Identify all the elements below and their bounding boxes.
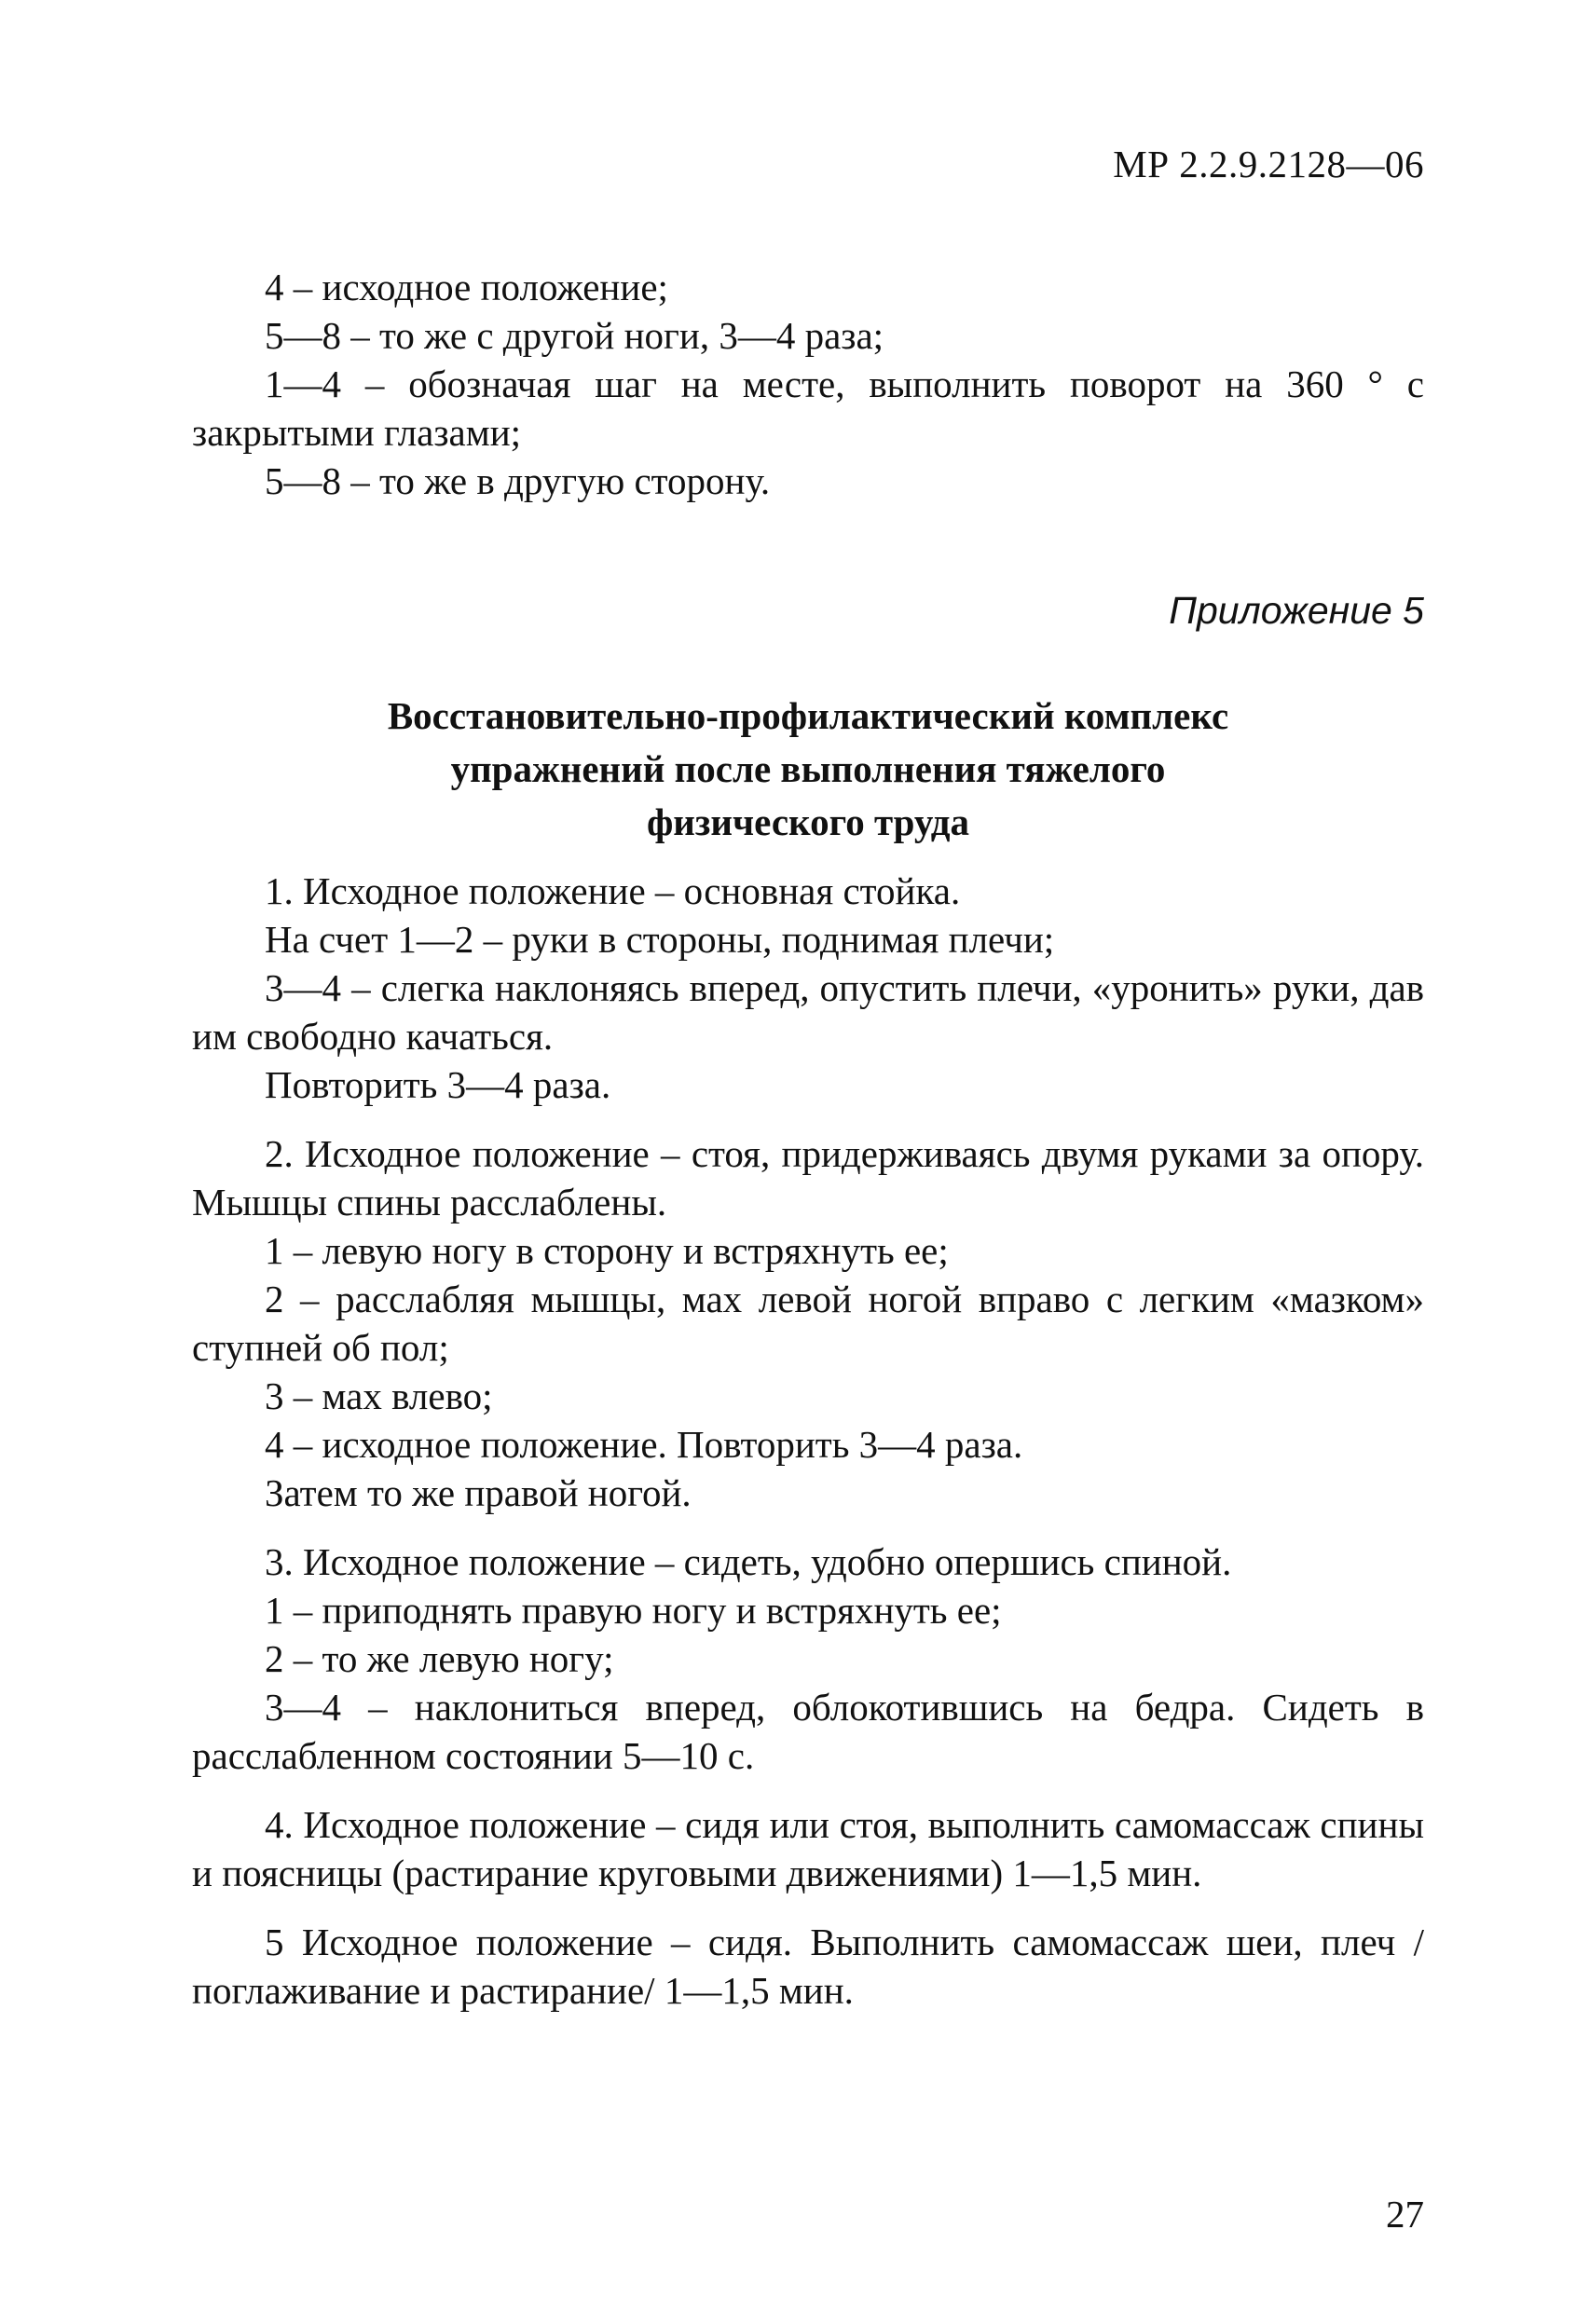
exercise-2	[192, 1129, 1424, 1517]
exercise-line: 5 Исходное положение – сидя. Выполнить самомассаж шеи, плеч /поглаживание и растирание/ 1—1,5 мин.	[192, 1921, 1424, 2012]
appendix-title	[192, 690, 1424, 849]
appendix-title-line: физического труда	[646, 800, 970, 843]
exercise-line: 4 – исходное положение. Повторить 3—4 раза.	[265, 1423, 1023, 1466]
exercise-line: 1 – приподнять правую ногу и встряхнуть ее;	[265, 1589, 1002, 1632]
instruction-line: 5—8 – то же в другую сторону.	[265, 459, 771, 502]
exercise-1	[192, 867, 1424, 1109]
exercise-line: На счет 1—2 – руки в стороны, поднимая плечи;	[265, 918, 1055, 961]
continued-exercise-block	[192, 263, 1424, 505]
exercise-line: 2 – то же левую ногу;	[265, 1637, 614, 1680]
appendix-title-line: упражнений после выполнения тяжелого	[450, 747, 1166, 790]
spacer	[192, 1109, 1424, 1129]
exercise-list	[192, 867, 1424, 2015]
instruction-line: 1—4 – обозначая шаг на месте, выполнить поворот на 360 ° с закрытыми глазами;	[192, 362, 1424, 454]
exercise-line: 2 – расслабляя мышцы, мах левой ногой вправо с легким «мазком» ступней об пол;	[192, 1278, 1424, 1369]
appendix-label: Приложение 5	[1169, 589, 1424, 632]
exercise-line: 3—4 – наклониться вперед, облокотившись на бедра. Сидеть в расслабленном состоянии 5—10 с.	[192, 1686, 1424, 1777]
document-code: МР 2.2.9.2128—06	[1113, 143, 1424, 185]
exercise-line: 3 – мах влево;	[265, 1374, 493, 1417]
page-number: 27	[1386, 2193, 1424, 2235]
exercise-line: 1. Исходное положение – основная стойка.	[265, 869, 961, 912]
instruction-line: 4 – исходное положение;	[265, 266, 668, 308]
exercise-4	[192, 1800, 1424, 1897]
exercise-3	[192, 1538, 1424, 1780]
exercise-line: 3. Исходное положение – сидеть, удобно опершись спиной.	[265, 1540, 1232, 1583]
spacer	[192, 1517, 1424, 1538]
spacer	[192, 1897, 1424, 1918]
exercise-line: 3—4 – слегка наклоняясь вперед, опустить плечи, «уронить» руки, дав им свободно качаться.	[192, 966, 1424, 1058]
exercise-line: 4. Исходное положение – сидя или стоя, выполнить самомассаж спины и поясницы (растирание круговыми движениями) 1—1,5 мин.	[192, 1803, 1424, 1894]
spacer	[192, 1780, 1424, 1800]
exercise-line: 1 – левую ногу в сторону и встряхнуть ее;	[265, 1229, 949, 1272]
exercise-line: Повторить 3—4 раза.	[265, 1063, 611, 1106]
exercise-line: 2. Исходное положение – стоя, придерживаясь двумя руками за опору. Мышцы спины расслаблены.	[192, 1132, 1424, 1224]
exercise-5	[192, 1918, 1424, 2015]
appendix-title-line: Восстановительно-профилактический комплекс	[387, 694, 1229, 737]
instruction-line: 5—8 – то же с другой ноги, 3—4 раза;	[265, 314, 884, 357]
exercise-line: Затем то же правой ногой.	[265, 1471, 692, 1514]
